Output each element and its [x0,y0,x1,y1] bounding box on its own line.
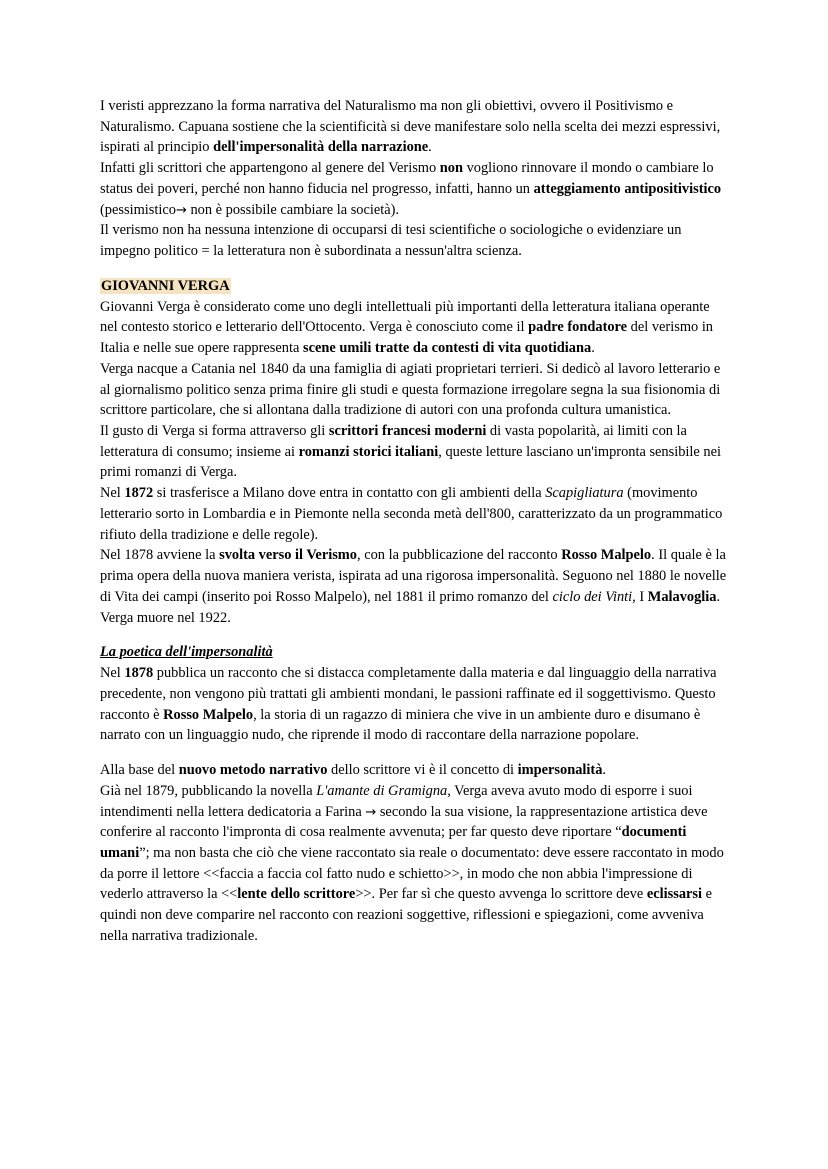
text-run: , queste letture lasciano un'impronta sensibile nei primi romanzi di Verga. [100,443,721,481]
paragraph-spacer [100,262,728,276]
bold-text: nuovo metodo narrativo [178,762,328,779]
document-body [100,96,728,947]
text-run: I veristi apprezzano la forma narrativa del Naturalismo ma non gli obiettivi, ovvero il Positivismo e Naturalismo. Capuana sostiene che la scientificità si deve manifestare solo nella scelta dei mezzi espressivi, ispirati al principio [100,98,721,156]
text-run: Verga nacque a Catania nel 1840 da una famiglia di agiati proprietari terrieri. Si dedicò al lavoro letterario e al giornalismo politico senza prima finire gli studi e questa formazione irregolare segna la sua fisionomia di scrittore particolare, che si allontana dalla tradizione di autori con una profonda cultura umanistica. [100,360,721,419]
sub-heading-text: La poetica dell'impersonalità [100,644,273,661]
bold-text: impersonalità [517,762,603,779]
arrow-icon: → [365,804,377,820]
text-run: >>. Per far sì che questo avvenga lo scrittore deve [355,886,647,903]
text-run: dello scrittore vi è il concetto di [327,762,518,779]
text-run: (pessimistico [100,201,176,218]
text-run: ”; ma non basta che ciò che viene raccontato sia reale o documentato: deve essere raccontato in modo da porre il lettore <<faccia a faccia col fatto nudo e schietto>>, in modo che non abbia l'impressione di vederlo attraverso la << [100,844,724,903]
paragraph [100,663,728,746]
text-run: e quindi non deve comparire nel racconto con reazioni soggettive, riflessioni e spiegazioni, come avveniva nella narrativa tradizionale. [100,886,713,944]
text-run: , I [632,588,648,605]
paragraph-spacer [100,628,728,642]
paragraph [100,96,728,158]
text-run: Nel 1878 avviene la [100,547,220,564]
paragraph [100,297,728,359]
text-run: vogliono rinnovare il mondo o cambiare lo status dei poveri, perché non hanno fiducia nel progresso, infatti, hanno un [100,160,714,197]
text-run: Infatti gli scrittori che appartengono al genere del Verismo [100,160,440,177]
italic-text: L'amante di Gramigna [316,782,448,799]
text-run: , Verga aveva avuto modo di esporre i suoi intendimenti nella lettera dedicatoria a Farina [100,782,693,820]
text-run: , con la pubblicazione del racconto [357,547,562,564]
arrow-icon: → [175,202,187,218]
text-run: . [428,139,432,156]
text-run: Nel [100,665,125,682]
paragraph [100,483,728,545]
paragraph [100,220,728,261]
text-run: . [591,340,595,357]
bold-text: lente dello scrittore [237,886,356,903]
text-run: secondo la sua visione, la rappresentazione artistica deve conferire al racconto l'impronta di cosa realmente avvenuta; per far questo deve riportare “ [100,803,708,841]
text-run: di vasta popolarità, ai limiti con la letteratura di consumo; insieme ai [100,423,687,460]
bold-text: Malavoglia [647,588,717,605]
text-run: . [602,762,607,779]
paragraph [100,545,728,628]
bold-text: atteggiamento antipositivistico [533,180,722,197]
text-run: non è possibile cambiare la società). [186,201,400,218]
text-run: pubblica un racconto che si distacca completamente dalla materia e dal linguaggio della narrativa precedente, non vengono più trattati gli ambienti mondani, le passioni raffinate ed il soggettivismo. Questo racconto è [100,665,717,723]
bold-text: padre fondatore [528,319,628,336]
text-run: Nel [100,485,125,502]
paragraph-spacer [100,746,728,760]
bold-text: documenti umani [100,824,687,861]
italic-text: ciclo dei Vinti [552,588,633,605]
paragraph [100,158,728,220]
bold-text: romanzi storici italiani [298,443,439,460]
sub-heading [100,642,728,663]
paragraph [100,359,728,421]
text-run: del verismo in Italia e nelle sue opere rappresenta [100,319,714,357]
text-run: Giovanni Verga è considerato come uno degli intellettuali più importanti della letteratura italiana operante nel contesto storico e letterario dell'Ottocento. Verga è conosciuto come il [100,298,710,336]
text-run: Il gusto di Verga si forma attraverso gli [100,423,329,440]
bold-text: non [439,160,463,177]
bold-text: Rosso Malpelo [561,547,652,564]
bold-text: 1872 [124,485,154,502]
bold-text: scrittori francesi moderni [328,423,487,440]
text-run: . Il quale è la prima opera della nuova maniera verista, ispirata ad una rigorosa impersonalità. Seguono nel 1880 le novelle di Vita dei campi (inserito poi Rosso Malpelo), nel 1881 il primo romanzo del [100,547,727,605]
italic-text: Scapigliatura [545,485,624,502]
text-run: (movimento letterario sorto in Lombardia e in Piemonte nella seconda metà dell'800, caratterizzato da un programmatico rifiuto della tradizione e delle regole). [100,485,723,543]
bold-text: scene umili tratte da contesti di vita quotidiana [302,340,592,357]
bold-text: 1878 [124,665,154,682]
section-heading [100,276,728,297]
highlighted-heading-text: GIOVANNI VERGA [101,277,230,294]
bold-text: dell'impersonalità della narrazione [213,139,429,156]
text-run: Già nel 1879, pubblicando la novella [100,782,317,799]
text-run: Il verismo non ha nessuna intenzione di occuparsi di tesi scientifiche o sociologiche o evidenziare un impegno politico = la letteratura non è subordinata a nessun'altra scienza. [100,222,682,260]
bold-text: eclissarsi [646,886,703,903]
text-run: si trasferisce a Milano dove entra in contatto con gli ambienti della [153,485,546,502]
paragraph [100,421,728,483]
text-run: Alla base del [100,762,179,779]
bold-text: svolta verso il Verismo [219,547,357,564]
text-run: , la storia di un ragazzo di miniera che vive in un ambiente duro e disumano è narrato con un linguaggio nudo, che riprende il modo di raccontare della narrazione popolare. [100,706,701,744]
text-run: . Verga muore nel 1922. [100,588,721,626]
bold-text: Rosso Malpelo [163,706,254,723]
paragraph [100,781,728,947]
paragraph [100,760,728,781]
